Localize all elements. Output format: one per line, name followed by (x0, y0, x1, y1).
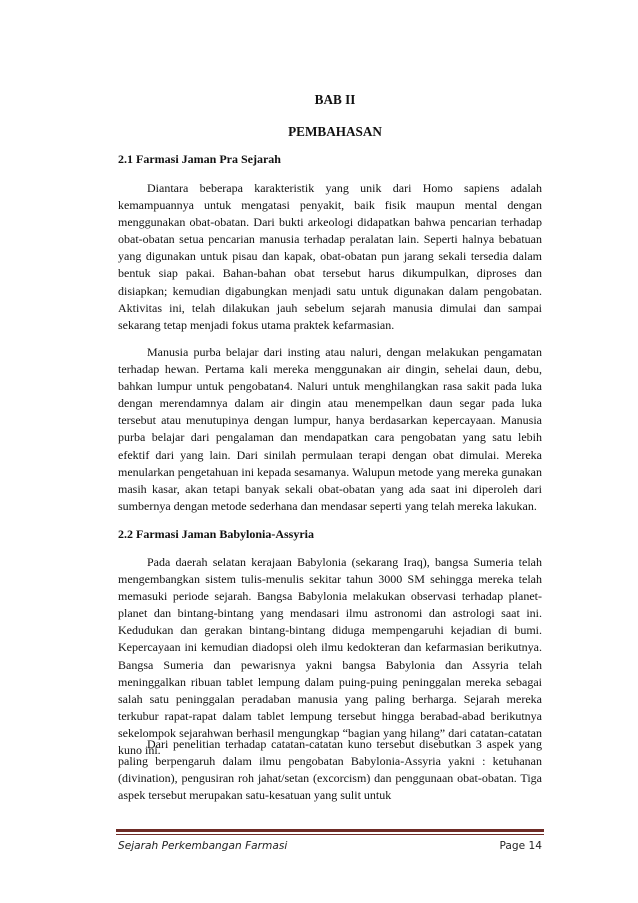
section-heading-1: 2.1 Farmasi Jaman Pra Sejarah (118, 152, 281, 166)
footer-rule-thin (116, 834, 544, 835)
paragraph: Manusia purba belajar dari insting atau naluri, dengan melakukan pengamatan terhadap hewan. Pertama kali mereka menggunakan air dingin, sehelai daun, debu, bahkan lumpur untuk pengobatan4. Naluri untuk menghilangkan rasa sakit pada luka dengan merendamnya dalam air dingin atau menempelkan daun segar pada luka tersebut atau menutupinya dengan lumpur, hanya berdasarkan kepercayaan. Manusia purba belajar dari pengalaman dan mendapatkan cara pengobatan yang satu lebih efektif dari yang lain. Dari sinilah permulaan terapi dengan obat dimulai. Mereka menularkan pengetahuan ini kepada sesamanya. Walupun metode yang mereka gunakan masih kasar, akan tetapi banyak sekali obat-obatan yang ada saat ini diperoleh dari sumbernya dengan metode sederhana dan mendasar seperti yang telah mereka lakukan. (118, 345, 542, 513)
page-number: Page 14 (499, 840, 542, 852)
section-heading-2: 2.2 Farmasi Jaman Babylonia-Assyria (118, 527, 315, 541)
chapter-number: BAB II (314, 92, 356, 107)
paragraph: Diantara beberapa karakteristik yang unik dari Homo sapiens adalah kemampuannya untuk mengatasi penyakit, baik fisik maupun mental dengan menggunakan obat-obatan. Dari bukti arkeologi didapatkan bahwa pencarian terhadap obat-obatan setua pencarian manusia terhadap peralatan lain. Seperti halnya bebatuan yang digunakan untuk pisau dan kapak, obat-obatan pun jarang sekali tersedia dalam bentuk siap pakai. Bahan-bahan obat tersebut harus dikumpulkan, diproses dan disiapkan; kemudian digabungkan menjadi satu untuk digunakan dalam pengobatan. Aktivitas ini, telah dilakukan jauh sebelum sejarah manusia dimulai dan sampai sekarang tetap menjadi fokus utama praktek kefarmasian. (118, 181, 542, 332)
paragraph: Pada daerah selatan kerajaan Babylonia (sekarang Iraq), bangsa Sumeria telah mengembangkan sistem tulis-menulis sekitar tahun 3000 SM sehingga mereka telah memasuki periode sejarah. Bangsa Babylonia melakukan observasi terhadap planet-planet dan bintang-bintang yang mendasari ilmu astronomi dan astrologi saat ini. Kedudukan dan gerakan bintang-bintang diduga mempengaruhi kejadian di bumi. Kepercayaan ini kemudian diadopsi oleh ilmu kedokteran dan kefarmasian berikutnya. Bangsa Sumeria dan pewarisnya yakni bangsa Babylonia dan Assyria telah meninggalkan ribuan tablet lempung dalam puing-puing peninggalan mereka sebagai salah satu peninggalan peradaban manusia yang paling berharga. Sejarah mereka terkubur rapat-rapat dalam tablet lempung tersebut hingga berabad-abad berikutnya sekelompok sejarahwan berhasil mengungkap “bagian yang hilang” dari catatan-catatan kuno ini. (118, 555, 542, 758)
footer-document-title: Sejarah Perkembangan Farmasi (118, 840, 288, 852)
chapter-title: PEMBAHASAN (288, 124, 382, 139)
paragraph: Dari penelitian terhadap catatan-catatan kuno tersebut disebutkan 3 aspek yang paling berpengaruh dalam ilmu pengobatan Babylonia-Assyria yakni : ketuhanan (divination), pengusiran roh jahat/setan (excorcism) dan penggunaan obat-obatan. Tiga aspek tersebut merupakan satu-kesatuan yang sulit untuk (118, 737, 542, 803)
page-footer (118, 840, 542, 856)
footer-rule (116, 829, 544, 832)
